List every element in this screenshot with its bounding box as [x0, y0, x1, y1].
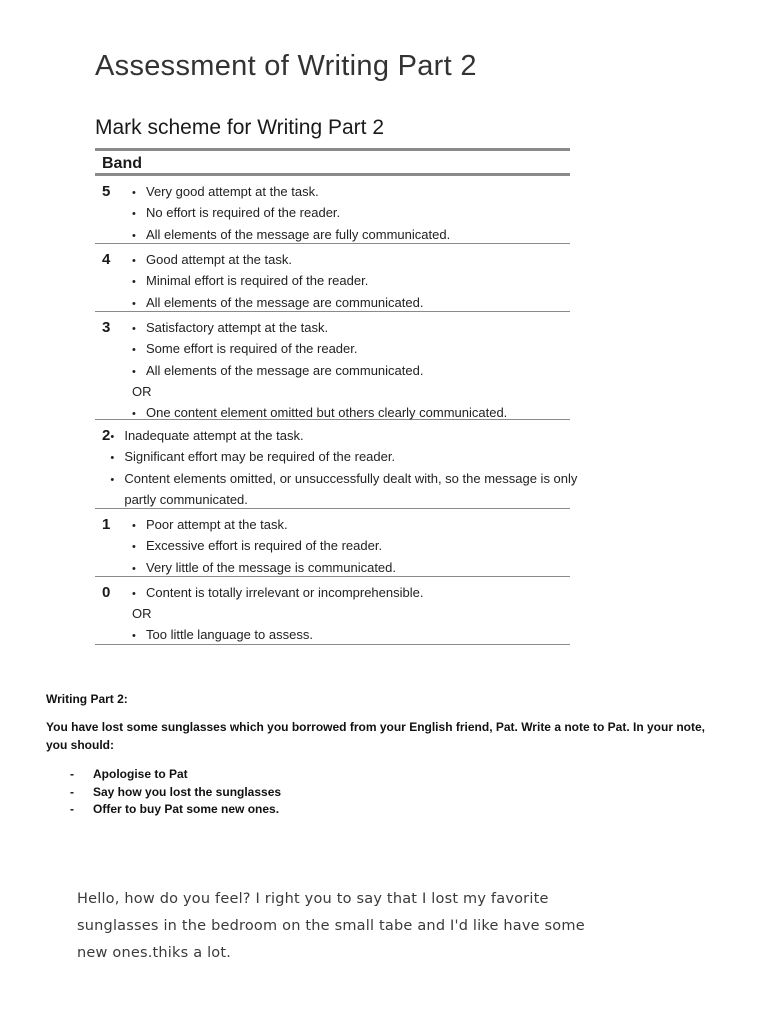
descriptor-item: • Very little of the message is communicated.	[132, 558, 570, 579]
descriptor-item: • Good attempt at the task.	[132, 250, 570, 271]
descriptor-item: • Too little language to assess.	[132, 625, 570, 646]
band-number: 5	[102, 183, 111, 200]
descriptor-item: • Significant effort may be required of the reader.	[110, 447, 577, 468]
band-number: 2	[102, 427, 111, 444]
answer-line: sunglasses in the bedroom on the small tabe and I'd like have some	[77, 918, 585, 934]
band-row-0	[95, 577, 570, 645]
band-descriptors	[132, 182, 570, 243]
or-separator: OR	[132, 384, 152, 400]
band-number: 4	[102, 251, 111, 268]
band-descriptors	[132, 515, 570, 576]
task-point: - Apologise to Pat	[46, 766, 726, 784]
descriptor-item: • Content is totally irrelevant or incomprehensible.	[132, 583, 570, 604]
band-row-1	[95, 509, 570, 577]
descriptor-item: • All elements of the message are communicated.	[132, 361, 570, 382]
mark-scheme-table	[95, 148, 578, 645]
descriptor-item: • Poor attempt at the task.	[132, 515, 570, 536]
descriptor-item: • No effort is required of the reader.	[132, 203, 570, 224]
band-descriptors	[132, 318, 570, 419]
descriptor-item: • Minimal effort is required of the reader.	[132, 271, 570, 292]
descriptor-item: • Content elements omitted, or unsuccessfully dealt with, so the message is only	[110, 469, 577, 490]
answer-line: new ones.thiks a lot.	[77, 945, 232, 961]
band-row-3	[95, 312, 570, 420]
task-label: Writing Part 2:	[46, 692, 128, 706]
descriptor-item: • All elements of the message are fully communicated.	[132, 225, 570, 246]
band-number: 0	[102, 584, 111, 601]
descriptor-item-continued: partly communicated.	[124, 492, 248, 508]
page-title: Assessment of Writing Part 2	[95, 50, 477, 82]
descriptor-item: • One content element omitted but others clearly communicated.	[132, 403, 570, 424]
descriptor-item: • Very good attempt at the task.	[132, 182, 570, 203]
descriptor-item: • All elements of the message are communicated.	[132, 293, 570, 314]
descriptor-item: • Some effort is required of the reader.	[132, 339, 570, 360]
descriptor-item: • Satisfactory attempt at the task.	[132, 318, 570, 339]
band-descriptors	[110, 426, 577, 508]
band-descriptors	[132, 583, 570, 644]
band-descriptors	[132, 250, 570, 311]
task-point: - Say how you lost the sunglasses	[46, 784, 726, 802]
band-number: 3	[102, 319, 111, 336]
descriptor-item: • Inadequate attempt at the task.	[110, 426, 577, 447]
task-points-list	[46, 766, 726, 819]
mark-scheme-title: Mark scheme for Writing Part 2	[95, 116, 385, 139]
student-answer	[77, 886, 617, 967]
or-separator: OR	[132, 606, 152, 622]
band-row-2	[95, 420, 578, 509]
descriptor-item: • Excessive effort is required of the reader.	[132, 536, 570, 557]
task-instructions: You have lost some sunglasses which you borrowed from your English friend, Pat. Write a note to Pat. In your note, you should:	[46, 720, 705, 752]
band-number: 1	[102, 516, 111, 533]
task-section	[46, 690, 726, 819]
task-point: - Offer to buy Pat some new ones.	[46, 801, 726, 819]
band-row-5	[95, 176, 570, 244]
band-row-4	[95, 244, 570, 312]
table-header-band: Band	[95, 148, 570, 176]
answer-line: Hello, how do you feel? I right you to say that I lost my favorite	[77, 891, 549, 907]
